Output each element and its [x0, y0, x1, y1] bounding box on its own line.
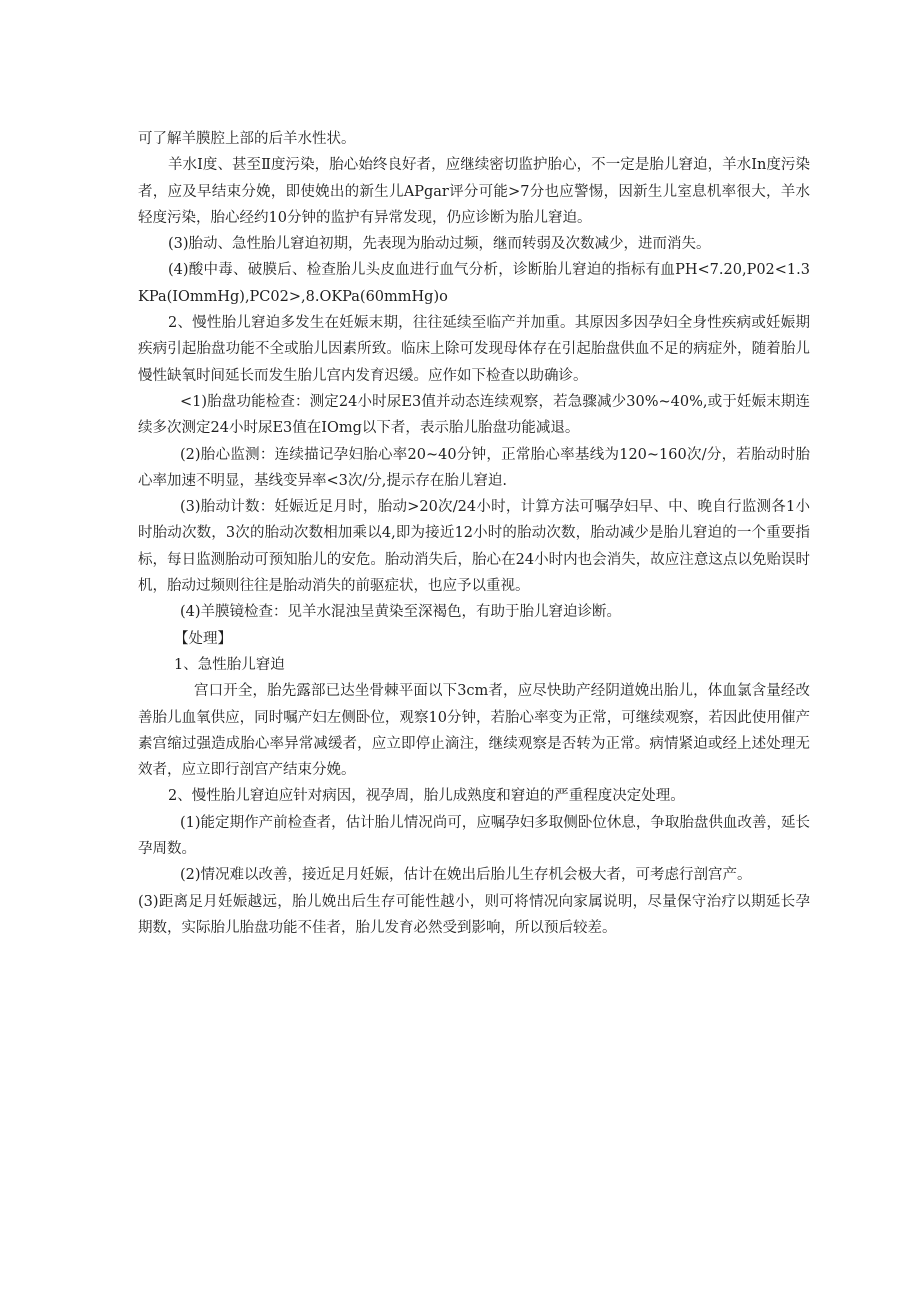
paragraph: <1)胎盘功能检查：测定24小时尿E3值并动态连续观察，若急骤减少30%~40%,或于妊娠末期连续多次测定24小时尿E3值在IOmg以下者，表示胎儿胎盘功能减退。 — [138, 393, 810, 437]
section-heading: 【处理】 — [174, 630, 232, 647]
paragraph: 2、慢性胎儿窘迫应针对病因，视孕周，胎儿成熟度和窘迫的严重程度决定处理。 — [168, 788, 685, 805]
paragraph: 可了解羊膜腔上部的后羊水性状。 — [138, 131, 356, 147]
paragraph: (3)胎动、急性胎儿窘迫初期，先表现为胎动过频，继而转弱及次数减少，进而消失。 — [168, 236, 711, 253]
paragraph: (4)酸中毒、破膜后、检查胎儿头皮血进行血气分析，诊断胎儿窘迫的指标有血PH<7.20,P02<1.3KPa(IOmmHg),PC02>,8.OKPa(60mmHg)o — [138, 262, 810, 305]
paragraph: (4)羊膜镜检查：见羊水混浊呈黄染至深褐色，有助于胎儿窘迫诊断。 — [180, 604, 622, 621]
paragraph: (3)距离足月妊娠越远，胎儿娩出后生存可能性越小，则可将情况向家属说明，尽量保守治疗以期延长孕期数，实际胎儿胎盘功能不佳者，胎儿发育必然受到影响，所以预后较差。 — [138, 893, 810, 936]
document-body — [138, 126, 810, 941]
paragraph: 羊水Ⅰ度、甚至Ⅱ度污染，胎心始终良好者，应继续密切监护胎心，不一定是胎儿窘迫，羊水In度污染者，应及早结束分娩，即使娩出的新生儿APgar评分可能>7分也应警惕，因新生儿室息机率很大，羊水轻度污染，胎心经约10分钟的监护有异常发现，仍应诊断为胎儿窘迫。 — [138, 157, 810, 226]
subsection-heading: 1、急性胎儿窘迫 — [174, 656, 285, 673]
paragraph: 宫口开全，胎先露部已达坐骨棘平面以下3cm者，应尽快助产经阴道娩出胎儿，体血氯含量经改善胎儿血氧供应，同时嘱产妇左侧卧位，观察10分钟，若胎心率变为正常，可继续观察，若因此使用催产素宫缩过强造成胎心率异常减缓者，应立即停止滴注，继续观察是否转为正常。病情紧迫或经上述处理无效者，应立即行剖宫产结束分娩。 — [138, 683, 810, 779]
paragraph: 2、慢性胎儿窘迫多发生在妊娠末期，往往延续至临产并加重。其原因多因孕妇全身性疾病或妊娠期疾病引起胎盘功能不全或胎儿因素所致。临床上除可发现母体存在引起胎盘供血不足的病症外，随着胎儿慢性缺氧时间延长而发生胎儿宫内发育迟缓。应作如下检查以助确诊。 — [138, 315, 810, 384]
paragraph: (2)情况难以改善，接近足月妊娠，估计在娩出后胎儿生存机会极大者，可考虑行剖宫产。 — [180, 867, 752, 884]
paragraph: (1)能定期作产前检查者，估计胎儿情况尚可，应嘱孕妇多取侧卧位休息，争取胎盘供血改善，延长孕周数。 — [138, 814, 810, 858]
paragraph: (3)胎动计数：妊娠近足月时，胎动>20次/24小时，计算方法可嘱孕妇早、中、晚自行监测各1小时胎动次数，3次的胎动次数相加乘以4,即为接近12小时的胎动次数，胎动减少是胎儿窘迫的一个重要指标，每日监测胎动可预知胎儿的安危。胎动消失后，胎心在24小时内也会消失，故应注意这点以免贻误时机，胎动过频则往往是胎动消失的前驱症状，也应予以重视。 — [138, 499, 810, 595]
paragraph: (2)胎心监测：连续描记孕妇胎心率20~40分钟，正常胎心率基线为120~160次/分，若胎动时胎心率加速不明显，基线变异率<3次/分,提示存在胎儿窘迫. — [138, 446, 810, 489]
